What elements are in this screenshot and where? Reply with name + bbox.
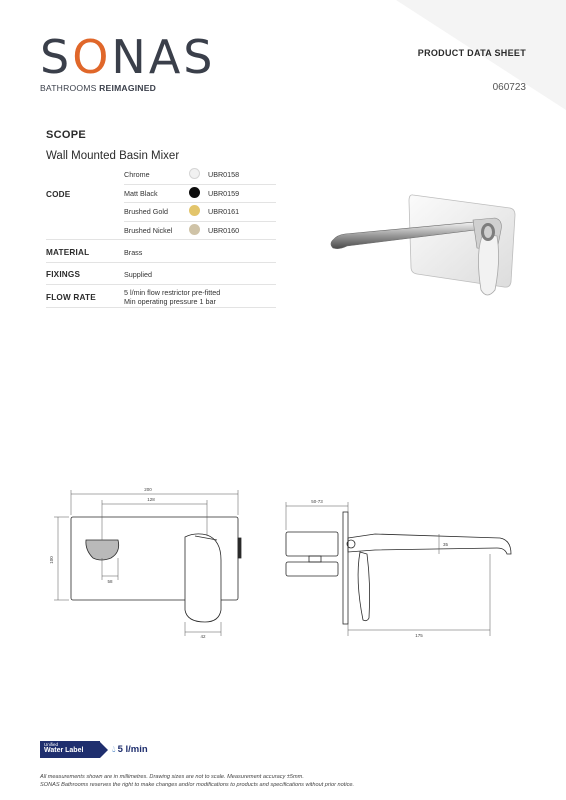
variant-code: UBR0159 — [208, 188, 240, 198]
flow-rate-line: 5 l/min flow restrictor pre-fitted — [124, 288, 221, 297]
dim-plate-width: 200 — [144, 487, 152, 492]
water-label-title: Water Label — [44, 747, 84, 754]
dim-outlet-height: 35 — [443, 542, 449, 547]
variant-finish: Brushed Nickel — [124, 225, 173, 235]
water-label-arrow — [100, 742, 108, 758]
dim-lever-offset: 42 — [200, 634, 206, 639]
variant-finish: Chrome — [124, 170, 150, 179]
product-image — [325, 190, 525, 305]
dim-spout-inner: 58 — [107, 579, 113, 584]
spec-value-flow-rate — [124, 288, 220, 306]
dim-wall-depth: 50-73 — [311, 499, 323, 504]
water-label-small: Unified — [44, 742, 59, 747]
water-label — [40, 741, 148, 758]
dim-spout-reach: 175 — [415, 633, 423, 638]
variant-finish: Brushed Gold — [124, 207, 168, 216]
swatch-brushed-nickel — [189, 224, 200, 235]
water-label-badge — [40, 741, 100, 758]
footer-disclaimer — [40, 773, 354, 789]
water-drop-icon: 💧︎ — [112, 744, 116, 754]
variant-code: UBR0160 — [208, 225, 240, 235]
brand-wordmark: SONAS — [40, 30, 216, 84]
spec-label-material: MATERIAL — [46, 248, 90, 257]
spec-row-flow-rate — [46, 285, 276, 308]
spec-table — [46, 165, 276, 308]
pressure-line: Min operating pressure 1 bar — [124, 297, 216, 306]
spec-row-material — [46, 240, 276, 263]
document-type: PRODUCT DATA SHEET — [417, 48, 526, 58]
spec-value-fixings: Supplied — [124, 270, 152, 279]
water-label-value: 5 l/min — [117, 744, 148, 755]
spec-label-code: CODE — [46, 190, 71, 199]
variant-row — [124, 221, 276, 240]
brand-logo — [40, 30, 216, 93]
variant-row — [124, 165, 276, 185]
variant-code: UBR0161 — [208, 207, 240, 216]
dim-spout-centres: 128 — [147, 497, 155, 502]
footer-line: All measurements shown are in millimetres. Drawing sizes are not to scale. Measurement accuracy ±5mm. — [40, 774, 304, 780]
spec-label-flow-rate: FLOW RATE — [46, 293, 96, 302]
dim-plate-height: 100 — [49, 556, 54, 564]
product-range-title: SCOPE — [46, 129, 87, 141]
swatch-chrome — [189, 168, 200, 179]
spec-row-fixings — [46, 263, 276, 285]
variant-finish: Matt Black — [124, 188, 158, 198]
swatch-matt-black — [189, 187, 200, 198]
document-code: 060723 — [492, 82, 526, 93]
spec-value-material: Brass — [124, 248, 143, 257]
variant-row — [124, 184, 276, 204]
product-name: Wall Mounted Basin Mixer — [46, 150, 180, 162]
technical-drawings — [45, 480, 515, 640]
spec-row-code — [46, 165, 276, 240]
spec-label-fixings: FIXINGS — [46, 270, 81, 279]
swatch-brushed-gold — [189, 205, 200, 216]
footer-line: SONAS Bathrooms reserves the right to make changes and/or modifications to products and specifications without prior notice. — [40, 782, 355, 788]
brand-tagline: BATHROOMS REIMAGINED — [40, 83, 157, 93]
variant-code: UBR0158 — [208, 170, 240, 179]
variant-row — [124, 202, 276, 222]
